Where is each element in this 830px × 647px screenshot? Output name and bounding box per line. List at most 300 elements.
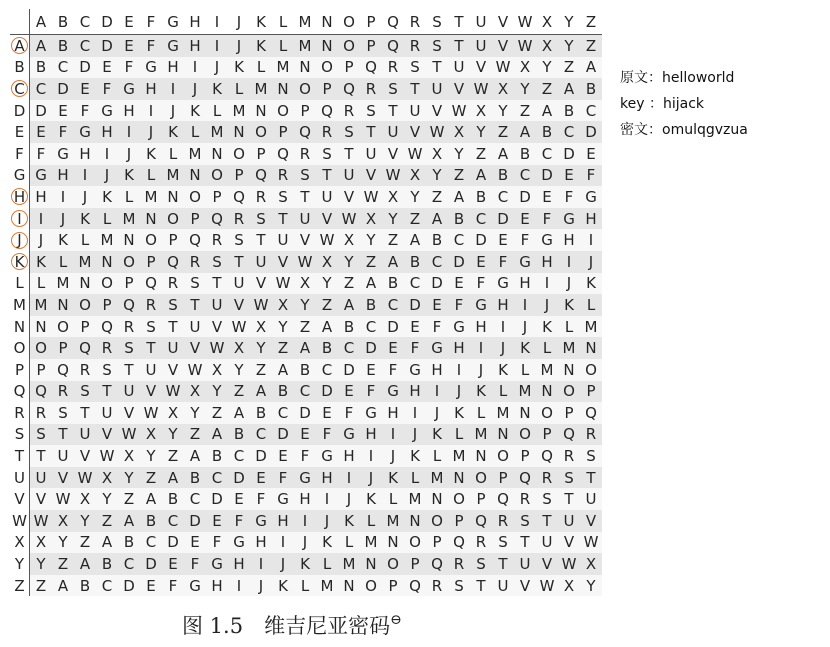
table-cell: I <box>316 488 338 510</box>
table-cell: B <box>360 294 382 316</box>
table-cell: A <box>426 208 448 230</box>
table-cell: N <box>404 510 426 532</box>
table-cell: N <box>294 57 316 79</box>
table-cell: H <box>558 229 580 251</box>
table-cell: U <box>558 510 580 532</box>
table-cell: Q <box>96 316 118 338</box>
table-cell: Q <box>206 208 228 230</box>
table-cell: F <box>96 78 118 100</box>
table-cell: B <box>228 424 250 446</box>
table-cell: W <box>426 121 448 143</box>
table-cell: U <box>74 424 96 446</box>
table-cell: G <box>580 186 602 208</box>
table-cell: M <box>294 35 316 57</box>
table-cell: L <box>470 402 492 424</box>
table-cell: K <box>96 186 118 208</box>
table-cell: U <box>536 532 558 554</box>
table-cell: M <box>448 445 470 467</box>
table-cell: M <box>184 143 206 165</box>
table-cell: O <box>272 100 294 122</box>
table-cell: I <box>118 121 140 143</box>
table-cell: W <box>118 424 140 446</box>
table-cell: M <box>470 424 492 446</box>
table-cell: E <box>118 35 140 57</box>
table-cell: W <box>250 294 272 316</box>
table-cell: Z <box>360 251 382 273</box>
table-cell: W <box>404 143 426 165</box>
table-cell: O <box>228 143 250 165</box>
table-cell: T <box>140 337 162 359</box>
table-cell: Q <box>184 229 206 251</box>
table-cell: Z <box>404 208 426 230</box>
table-cell: A <box>316 316 338 338</box>
table-cell: K <box>316 532 338 554</box>
table-cell: S <box>580 445 602 467</box>
table-cell: V <box>250 273 272 295</box>
table-cell: D <box>140 553 162 575</box>
row-header: O <box>10 337 30 359</box>
table-cell: Z <box>338 273 360 295</box>
table-cell: B <box>30 57 52 79</box>
table-cell: F <box>360 381 382 403</box>
table-cell: M <box>52 273 74 295</box>
table-cell: I <box>536 273 558 295</box>
table-cell: V <box>426 100 448 122</box>
table-cell: Z <box>580 35 602 57</box>
table-cell: Y <box>52 532 74 554</box>
table-cell: V <box>492 35 514 57</box>
column-header: Q <box>382 9 404 35</box>
table-cell: Z <box>426 186 448 208</box>
table-cell: R <box>558 445 580 467</box>
table-cell: J <box>316 510 338 532</box>
table-cell: Z <box>140 467 162 489</box>
table-cell: D <box>448 251 470 273</box>
table-cell: E <box>294 424 316 446</box>
table-cell: L <box>382 488 404 510</box>
row-header: U <box>10 467 30 489</box>
table-cell: A <box>272 359 294 381</box>
table-cell: R <box>514 488 536 510</box>
table-cell: G <box>272 488 294 510</box>
table-cell: J <box>162 100 184 122</box>
table-cell: Q <box>294 121 316 143</box>
table-cell: Y <box>514 78 536 100</box>
table-cell: R <box>206 229 228 251</box>
table-cell: X <box>514 57 536 79</box>
table-cell: L <box>206 100 228 122</box>
table-cell: W <box>448 100 470 122</box>
table-cell: N <box>206 143 228 165</box>
table-cell: H <box>96 121 118 143</box>
table-cell: L <box>140 165 162 187</box>
table-cell: R <box>140 294 162 316</box>
table-cell: R <box>338 100 360 122</box>
table-cell: D <box>52 78 74 100</box>
table-cell: F <box>492 251 514 273</box>
table-cell: Y <box>426 165 448 187</box>
table-cell: X <box>162 402 184 424</box>
table-cell: H <box>250 532 272 554</box>
table-cell: D <box>96 35 118 57</box>
table-cell: I <box>514 294 536 316</box>
table-cell: X <box>118 445 140 467</box>
table-cell: S <box>316 143 338 165</box>
table-cell: U <box>492 575 514 597</box>
table-cell: P <box>250 143 272 165</box>
column-header: V <box>492 9 514 35</box>
table-cell: R <box>382 57 404 79</box>
table-cell: A <box>536 100 558 122</box>
table-cell: D <box>514 186 536 208</box>
table-cell: H <box>140 78 162 100</box>
table-cell: N <box>250 100 272 122</box>
table-cell: T <box>448 35 470 57</box>
table-cell: Q <box>52 359 74 381</box>
table-cell: J <box>360 467 382 489</box>
table-cell: Z <box>74 532 96 554</box>
table-cell: C <box>52 57 74 79</box>
table-cell: G <box>558 208 580 230</box>
table-cell: M <box>96 229 118 251</box>
table-cell: H <box>30 186 52 208</box>
table-cell: Y <box>228 359 250 381</box>
table-cell: H <box>206 575 228 597</box>
table-cell: Y <box>382 208 404 230</box>
table-cell: J <box>382 445 404 467</box>
table-cell: U <box>338 165 360 187</box>
table-cell: T <box>118 359 140 381</box>
row-header: B <box>10 57 30 79</box>
table-cell: L <box>74 229 96 251</box>
table-cell: X <box>272 294 294 316</box>
table-cell: F <box>382 359 404 381</box>
table-cell: E <box>360 359 382 381</box>
table-cell: L <box>316 553 338 575</box>
table-cell: N <box>272 78 294 100</box>
table-cell: I <box>470 337 492 359</box>
table-cell: Q <box>426 553 448 575</box>
table-cell: G <box>426 337 448 359</box>
table-cell: J <box>30 229 52 251</box>
table-cell: X <box>580 553 602 575</box>
table-cell: G <box>294 467 316 489</box>
table-cell: Q <box>272 143 294 165</box>
table-cell: X <box>250 316 272 338</box>
table-cell: X <box>316 251 338 273</box>
table-cell: P <box>360 35 382 57</box>
table-cell: K <box>514 337 536 359</box>
table-cell: V <box>228 294 250 316</box>
table-cell: P <box>338 57 360 79</box>
table-cell: M <box>118 208 140 230</box>
table-cell: D <box>206 488 228 510</box>
table-cell: E <box>580 143 602 165</box>
table-cell: N <box>96 251 118 273</box>
table-cell: A <box>250 381 272 403</box>
table-cell: I <box>162 78 184 100</box>
table-cell: I <box>580 229 602 251</box>
table-cell: T <box>162 316 184 338</box>
table-cell: B <box>140 510 162 532</box>
table-cell: M <box>536 359 558 381</box>
table-cell: T <box>316 165 338 187</box>
table-cell: R <box>448 553 470 575</box>
table-cell: H <box>228 553 250 575</box>
table-cell: F <box>316 424 338 446</box>
table-cell: V <box>140 381 162 403</box>
table-cell: F <box>294 445 316 467</box>
table-cell: M <box>404 488 426 510</box>
table-cell: I <box>558 251 580 273</box>
table-cell: R <box>162 273 184 295</box>
table-cell: E <box>250 467 272 489</box>
table-cell: E <box>404 316 426 338</box>
table-cell: L <box>514 359 536 381</box>
row-header: R <box>10 402 30 424</box>
row-header: Z <box>10 575 30 597</box>
table-cell: I <box>206 35 228 57</box>
table-cell: H <box>118 100 140 122</box>
table-cell: W <box>294 251 316 273</box>
table-cell: P <box>52 337 74 359</box>
table-cell: F <box>470 273 492 295</box>
table-cell: S <box>74 381 96 403</box>
table-cell: P <box>162 229 184 251</box>
table-cell: O <box>514 424 536 446</box>
table-cell: Q <box>118 294 140 316</box>
table-cell: Y <box>580 575 602 597</box>
table-cell: U <box>140 359 162 381</box>
table-cell: D <box>382 316 404 338</box>
table-cell: E <box>184 532 206 554</box>
table-cell: S <box>382 78 404 100</box>
table-cell: Q <box>162 251 184 273</box>
table-cell: I <box>52 186 74 208</box>
table-cell: P <box>96 294 118 316</box>
table-cell: T <box>514 532 536 554</box>
table-cell: X <box>470 100 492 122</box>
table-cell: Z <box>118 488 140 510</box>
table-cell: Q <box>74 337 96 359</box>
table-cell: U <box>514 553 536 575</box>
table-cell: U <box>228 273 250 295</box>
table-cell: W <box>536 575 558 597</box>
table-cell: R <box>404 35 426 57</box>
table-cell: D <box>536 165 558 187</box>
column-header: I <box>206 9 228 35</box>
table-cell: M <box>250 78 272 100</box>
table-cell: F <box>536 208 558 230</box>
table-cell: L <box>492 381 514 403</box>
table-cell: T <box>338 143 360 165</box>
row-header: P <box>10 359 30 381</box>
table-cell: K <box>558 294 580 316</box>
table-cell: I <box>382 424 404 446</box>
table-cell: S <box>404 57 426 79</box>
table-cell: L <box>228 78 250 100</box>
table-cell: E <box>426 294 448 316</box>
table-cell: L <box>30 273 52 295</box>
table-cell: S <box>470 553 492 575</box>
table-cell: O <box>162 208 184 230</box>
table-cell: M <box>580 316 602 338</box>
table-cell: P <box>580 381 602 403</box>
table-cell: X <box>338 229 360 251</box>
table-cell: B <box>338 316 360 338</box>
table-cell: P <box>228 165 250 187</box>
table-cell: N <box>580 337 602 359</box>
caption-footnote-mark: ⊖ <box>390 612 402 628</box>
table-cell: G <box>228 532 250 554</box>
table-cell: S <box>294 165 316 187</box>
table-cell: A <box>492 143 514 165</box>
table-cell: I <box>492 316 514 338</box>
table-cell: S <box>338 121 360 143</box>
table-cell: Z <box>558 57 580 79</box>
table-cell: Y <box>448 143 470 165</box>
table-cell: V <box>558 532 580 554</box>
table-cell: T <box>272 208 294 230</box>
table-cell: W <box>580 532 602 554</box>
table-cell: F <box>404 337 426 359</box>
table-cell: A <box>558 78 580 100</box>
table-cell: U <box>316 186 338 208</box>
table-cell: Y <box>74 510 96 532</box>
table-cell: F <box>206 532 228 554</box>
circled-row-header: C <box>11 80 28 97</box>
table-cell: C <box>30 78 52 100</box>
table-cell: A <box>140 488 162 510</box>
table-cell: J <box>118 143 140 165</box>
table-cell: B <box>184 467 206 489</box>
table-cell: O <box>52 316 74 338</box>
table-cell: Y <box>96 488 118 510</box>
table-cell: O <box>558 381 580 403</box>
table-cell: F <box>514 229 536 251</box>
column-header: O <box>338 9 360 35</box>
table-cell: P <box>140 251 162 273</box>
table-cell: V <box>206 316 228 338</box>
table-cell: Y <box>536 57 558 79</box>
table-cell: M <box>360 532 382 554</box>
table-cell: B <box>74 575 96 597</box>
table-cell: F <box>162 575 184 597</box>
table-cell: V <box>514 575 536 597</box>
table-cell: O <box>96 273 118 295</box>
table-cell: M <box>558 337 580 359</box>
table-cell: L <box>536 337 558 359</box>
table-cell: B <box>294 359 316 381</box>
table-cell: D <box>470 229 492 251</box>
table-cell: E <box>492 229 514 251</box>
table-cell: S <box>558 467 580 489</box>
table-cell: P <box>448 510 470 532</box>
table-cell: W <box>382 165 404 187</box>
table-cell: G <box>206 553 228 575</box>
table-cell: U <box>52 445 74 467</box>
column-header: U <box>470 9 492 35</box>
table-cell: U <box>184 316 206 338</box>
table-cell: O <box>74 294 96 316</box>
table-cell: Z <box>382 229 404 251</box>
column-header: Y <box>558 9 580 35</box>
circled-row-header: J <box>11 232 28 249</box>
table-cell: D <box>492 208 514 230</box>
table-cell: X <box>404 165 426 187</box>
table-cell: Q <box>250 165 272 187</box>
column-header: F <box>140 9 162 35</box>
table-cell: Q <box>30 381 52 403</box>
table-cell: W <box>514 35 536 57</box>
table-cell: P <box>316 78 338 100</box>
table-cell: R <box>96 337 118 359</box>
table-cell: E <box>52 100 74 122</box>
table-cell: N <box>426 488 448 510</box>
table-cell: W <box>184 359 206 381</box>
column-header: Z <box>580 9 602 35</box>
table-cell: T <box>52 424 74 446</box>
table-cell: O <box>184 186 206 208</box>
table-cell: J <box>536 294 558 316</box>
table-cell: P <box>382 575 404 597</box>
table-cell: N <box>228 121 250 143</box>
table-cell: N <box>360 553 382 575</box>
table-cell: W <box>338 208 360 230</box>
table-cell: M <box>206 121 228 143</box>
table-cell: B <box>250 402 272 424</box>
table-cell: Q <box>382 35 404 57</box>
table-cell: H <box>272 510 294 532</box>
table-cell: S <box>448 575 470 597</box>
row-header: D <box>10 100 30 122</box>
table-cell: M <box>426 467 448 489</box>
table-cell: K <box>338 510 360 532</box>
table-cell: E <box>96 57 118 79</box>
table-cell: P <box>30 359 52 381</box>
table-cell: P <box>514 445 536 467</box>
table-cell: J <box>52 208 74 230</box>
table-cell: F <box>30 143 52 165</box>
table-cell: T <box>184 294 206 316</box>
table-cell: G <box>536 229 558 251</box>
table-cell: Y <box>294 294 316 316</box>
table-cell: D <box>558 143 580 165</box>
table-cell: T <box>426 57 448 79</box>
table-cell: B <box>316 337 338 359</box>
table-cell: S <box>250 208 272 230</box>
column-header: J <box>228 9 250 35</box>
table-cell: D <box>272 424 294 446</box>
table-cell: Z <box>30 575 52 597</box>
table-cell: D <box>426 273 448 295</box>
table-cell: Y <box>30 553 52 575</box>
column-header: B <box>52 9 74 35</box>
table-cell: N <box>74 273 96 295</box>
table-cell: Z <box>52 553 74 575</box>
table-cell: D <box>228 467 250 489</box>
table-cell: O <box>294 78 316 100</box>
table-cell: Z <box>250 359 272 381</box>
circled-row-header: H <box>11 188 28 205</box>
table-cell: V <box>30 488 52 510</box>
table-cell: T <box>250 229 272 251</box>
table-cell: L <box>404 467 426 489</box>
table-cell: Y <box>404 186 426 208</box>
table-cell: U <box>96 402 118 424</box>
table-cell: S <box>30 424 52 446</box>
table-cell: Z <box>448 165 470 187</box>
